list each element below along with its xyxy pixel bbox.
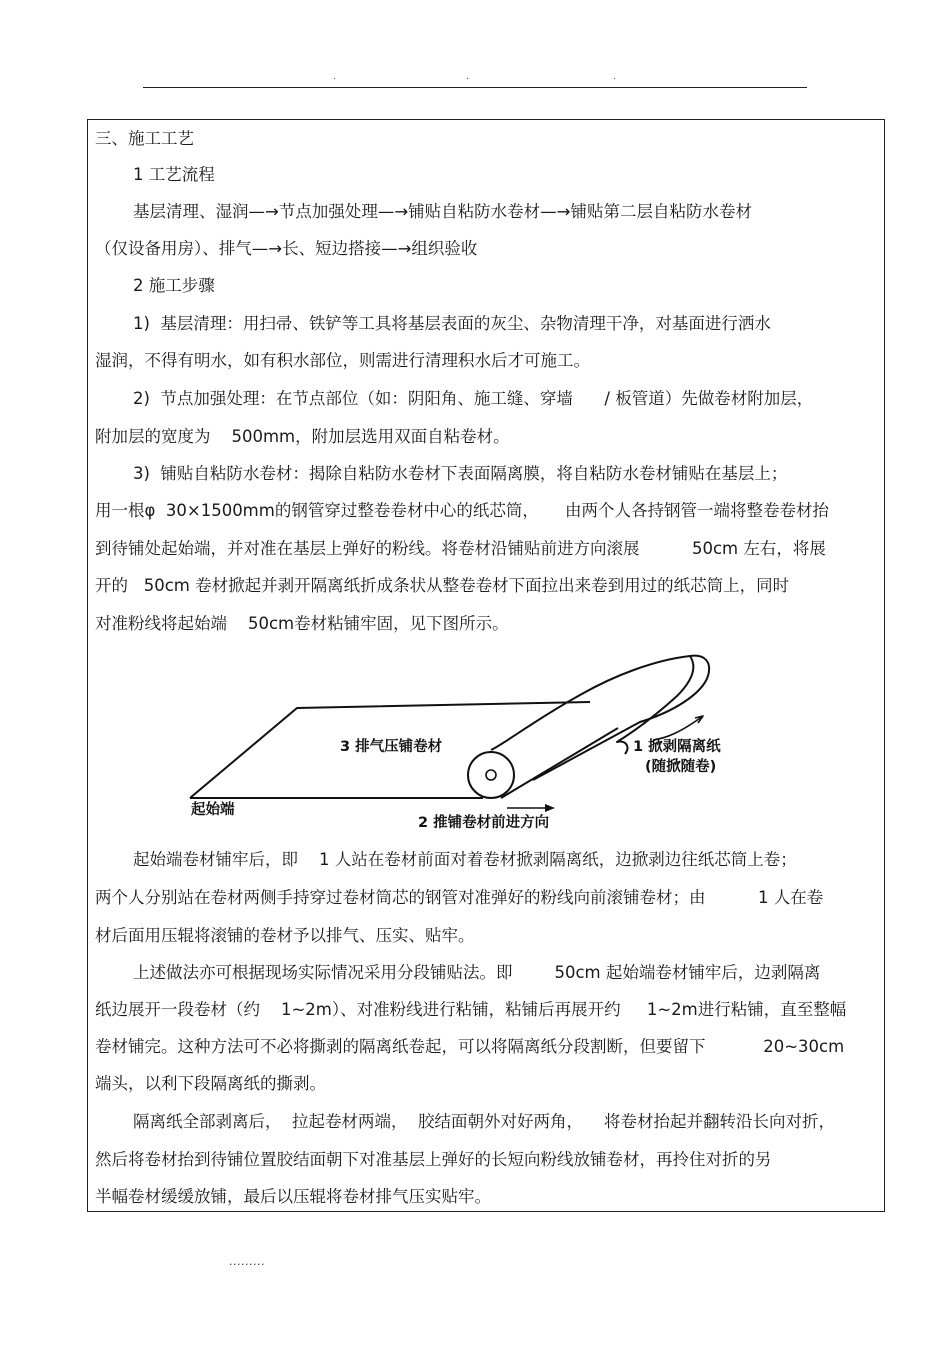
paragraph-line: 卷材铺完。这种方法可不必将撕剥的隔离纸卷起，可以将隔离纸分段割断，但要留下 20~30cm — [95, 1037, 845, 1056]
paragraph-line: 1 工艺流程 — [133, 165, 215, 184]
roll-installation-figure — [185, 650, 735, 835]
paragraph-line: 用一根φ 30×1500mm的钢管穿过整卷卷材中心的纸芯筒， 由两个人各持钢管一端将整卷卷材抬 — [95, 501, 830, 520]
peel-arrow — [653, 716, 703, 740]
header-dot: . — [466, 72, 469, 82]
paragraph-line: 上述做法亦可根据现场实际情况采用分段铺贴法。即 50cm 起始端卷材铺牢后，边剥隔离 — [133, 963, 821, 982]
paragraph-line: 两个人分别站在卷材两侧手持穿过卷材筒芯的钢管对准弹好的粉线向前滚铺卷材；由 1 人在卷 — [95, 888, 824, 907]
paragraph-line: 基层清理、湿润—→节点加强处理—→铺贴自粘防水卷材—→铺贴第二层自粘防水卷材 — [133, 202, 752, 221]
header-dots — [0, 72, 950, 86]
start-label: 起始端 — [191, 802, 235, 818]
roll-core — [486, 770, 496, 780]
paragraph-line: 半幅卷材缓缓放铺，最后以压辊将卷材排气压实贴牢。 — [95, 1187, 491, 1206]
direction-label: 2 推铺卷材前进方向 — [418, 815, 550, 831]
peel-sublabel: (随掀随卷) — [645, 759, 717, 775]
paragraph-line: 附加层的宽度为 500mm，附加层选用双面自粘卷材。 — [95, 427, 510, 446]
paragraph-line: 1) 基层清理：用扫帚、铁铲等工具将基层表面的灰尘、杂物清理干净，对基面进行洒水 — [133, 314, 771, 333]
paragraph-line: 然后将卷材抬到待铺位置胶结面朝下对准基层上弹好的长短向粉线放铺卷材，再拎住对折的另 — [95, 1150, 772, 1169]
header-dot: . — [333, 72, 336, 82]
footer-dots: ......... — [229, 1255, 265, 1268]
paragraph-line: 起始端卷材铺牢后，即 1 人站在卷材前面对着卷材掀剥隔离纸，边掀剥边往纸芯筒上卷； — [133, 850, 797, 869]
paragraph-line: 对准粉线将起始端 50cm卷材粘铺牢固，见下图所示。 — [95, 614, 509, 633]
direction-arrow-head — [545, 804, 555, 812]
paragraph-line: 端头，以利下段隔离纸的撕剥。 — [95, 1074, 326, 1093]
paragraph-line: 2) 节点加强处理：在节点部位（如：阴阳角、施工缝、穿墙 / 板管道）先做卷材附加层， — [133, 389, 814, 408]
header-rule — [143, 87, 807, 88]
section-title: 三、施工工艺 — [95, 129, 194, 148]
header-dot: . — [613, 72, 616, 82]
roll-end — [468, 752, 514, 798]
paragraph-line: 2 施工步骤 — [133, 276, 215, 295]
sheet-label: 3 排气压铺卷材 — [340, 739, 443, 755]
paragraph-line: 材后面用压辊将滚铺的卷材予以排气、压实、贴牢。 — [95, 926, 475, 945]
paragraph-line: 隔离纸全部剥离后， 拉起卷材两端， 胶结面朝外对好两角， 将卷材抬起并翻转沿长向对折， — [133, 1112, 835, 1131]
roll-lower-edge — [501, 728, 618, 798]
paragraph-line: （仅设备用房）、排气—→长、短边搭接—→组织验收 — [95, 239, 478, 258]
peel-label: 1 掀剥隔离纸 — [633, 739, 721, 755]
paragraph-line: 湿润，不得有明水，如有积水部位，则需进行清理积水后才可施工。 — [95, 351, 590, 370]
paragraph-line: 3) 铺贴自粘防水卷材：揭除自粘防水卷材下表面隔离膜，将自粘防水卷材铺贴在基层上； — [133, 464, 788, 483]
paragraph-line: 到待铺处起始端，并对准在基层上弹好的粉线。将卷材沿铺贴前进方向滚展 50cm 左右，将展 — [95, 539, 826, 558]
paragraph-line: 开的 50cm 卷材掀起并剥开隔离纸折成条状从整卷卷材下面拉出来卷到用过的纸芯筒上，同时 — [95, 576, 790, 595]
paragraph-line: 纸边展开一段卷材（约 1~2m）、对准粉线进行粘铺，粘铺后再展开约 1~2m进行粘铺，直至整幅 — [95, 1000, 847, 1019]
